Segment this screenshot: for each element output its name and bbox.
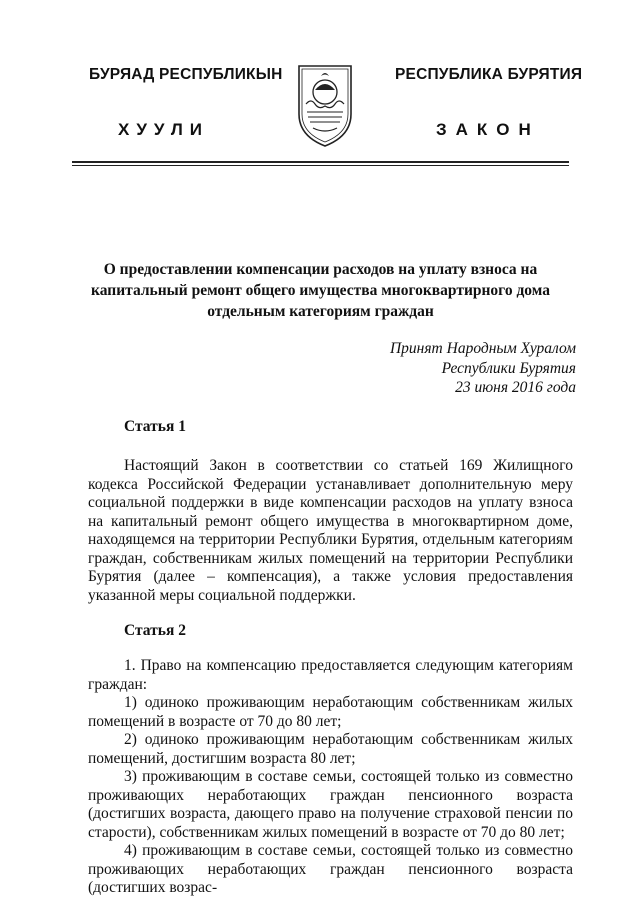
adoption-date: 23 июня 2016 года [455, 379, 576, 396]
article-1-heading: Статья 1 [124, 418, 186, 435]
adoption-line-1: Принят Народным Хуралом [389, 340, 576, 357]
header-divider-thick [72, 161, 569, 163]
article-2-item: 1. Право на компенсацию предоставляется следующим категориям граждан: [88, 657, 573, 693]
header-left-title: БУРЯАД РЕСПУБЛИКЫН [89, 66, 283, 83]
adoption-note [390, 339, 576, 398]
header-right-word: ЗАКОН [436, 120, 540, 139]
article-2-item: 2) одиноко проживающим неработающим собственникам жилых помещений, достигшим возраста 80 лет; [88, 731, 573, 767]
article-2-item: 3) проживающим в составе семьи, состоящей только из совместно проживающих неработающих граждан пенсионного возраста (достигших возраста, дающего право на получение страховой пенсии по старости), собственникам жилых помещений в возрасте от 70 до 80 лет; [88, 768, 573, 841]
law-title: О предоставлении компенсации расходов на уплату взноса на капитальный ремонт общего имущества многоквартирного дома отдельным категориям граждан [91, 261, 550, 320]
adoption-line-2: Республики Бурятия [441, 359, 576, 377]
header-right-title: РЕСПУБЛИКА БУРЯТИЯ [395, 66, 583, 83]
article-2-body [88, 657, 573, 898]
header-divider-thin [72, 165, 569, 166]
article-1-text: Настоящий Закон в соответствии со статьей 169 Жилищного кодекса Российской Федерации устанавливает дополнительную меру социальной поддержки в виде компенсации расходов на уплату взноса на капитальный ремонт общего имущества в многоквартирном доме, находящемся на территории Республики Бурятия, отдельным категориям граждан, собственникам жилых помещений на территории Республики Бурятия (далее – компенсация), а также условия предоставления указанной меры социальной поддержки. [88, 457, 573, 604]
article-2-item: 1) одиноко проживающим неработающим собственникам жилых помещений в возрасте от 70 до 80 лет; [88, 694, 573, 730]
coat-of-arms-emblem [291, 62, 359, 148]
header-left-word: ХУУЛИ [118, 120, 209, 139]
article-2-item: 4) проживающим в составе семьи, состоящей только из совместно проживающих неработающих граждан пенсионного возраста (достигших возрас- [88, 842, 573, 896]
article-2-heading: Статья 2 [124, 622, 186, 639]
